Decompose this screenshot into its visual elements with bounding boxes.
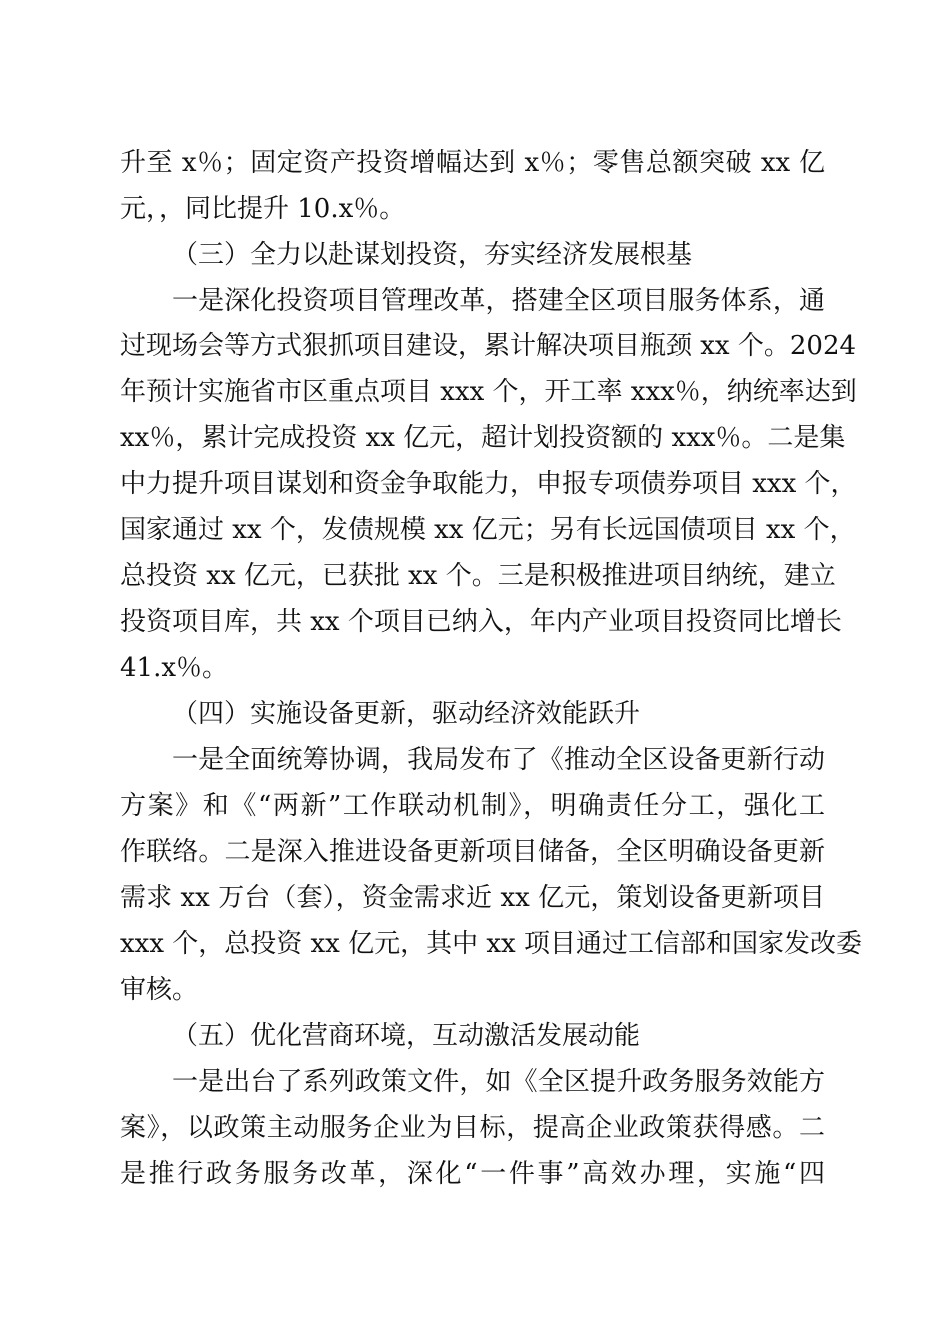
line-text: 一是全面统筹协调，我局发布了《推动全区设备更新行动: [172, 745, 825, 775]
paragraph-line: [0, 970, 950, 1010]
paragraph-line: [0, 924, 950, 964]
line-text: 需求 xx 万台（套），资金需求近 xx 亿元，策划设备更新项目: [120, 883, 825, 913]
line-text: 方案》和《“两新”工作联动机制》，明确责任分工，强化工: [120, 791, 825, 821]
paragraph-line: [0, 189, 950, 229]
line-text: 升至 x％；固定资产投资增幅达到 x％；零售总额突破 xx 亿: [120, 148, 825, 178]
paragraph-line: [0, 878, 950, 918]
paragraph-line: [0, 740, 950, 780]
section-heading: [0, 235, 950, 275]
line-text: 一是深化投资项目管理改革，搭建全区项目服务体系，通: [172, 286, 825, 316]
line-text: 一是出台了系列政策文件，如《全区提升政务服务效能方: [172, 1067, 825, 1097]
section-heading-text: （五）优化营商环境，互动激活发展动能: [172, 1021, 641, 1051]
paragraph-line: [0, 1108, 950, 1148]
line-text: 案》，以政策主动服务企业为目标，提高企业政策获得感。二: [120, 1113, 825, 1143]
line-text: 元，，同比提升 10.x％。: [120, 194, 406, 224]
section-heading: [0, 1016, 950, 1056]
line-text: xxx 个，总投资 xx 亿元，其中 xx 项目通过工信部和国家发改委: [120, 929, 862, 959]
line-text: 中力提升项目谋划和资金争取能力，申报专项债券项目 xxx 个，: [120, 469, 857, 499]
section-heading-text: （三）全力以赴谋划投资，夯实经济发展根基: [172, 240, 693, 270]
paragraph-line: [0, 418, 950, 458]
line-text: 41.x％。: [120, 653, 229, 683]
line-text: 是推行政务服务改革，深化“一件事”高效办理，实施“四: [120, 1159, 825, 1189]
paragraph-line: [0, 281, 950, 321]
section-heading: [0, 694, 950, 734]
paragraph-line: [0, 464, 950, 504]
paragraph-line: [0, 786, 950, 826]
line-text: 国家通过 xx 个，发债规模 xx 亿元；另有长远国债项目 xx 个，: [120, 515, 856, 545]
paragraph-line: [0, 832, 950, 872]
line-text: 投资项目库，共 xx 个项目已纳入，年内产业项目投资同比增长: [120, 607, 842, 637]
paragraph-line: [0, 648, 950, 688]
paragraph-line: [0, 372, 950, 412]
paragraph-line: [0, 602, 950, 642]
section-heading-text: （四）实施设备更新，驱动经济效能跃升: [172, 699, 641, 729]
paragraph-line: [0, 326, 950, 366]
paragraph-line: [0, 1062, 950, 1102]
line-text: 过现场会等方式狠抓项目建设，累计解决项目瓶颈 xx 个。2024: [120, 331, 857, 361]
line-text: xx％，累计完成投资 xx 亿元，超计划投资额的 xxx％。二是集: [120, 423, 846, 453]
line-text: 作联络。二是深入推进设备更新项目储备，全区明确设备更新: [120, 837, 825, 867]
line-text: 总投资 xx 亿元，已获批 xx 个。三是积极推进项目纳统，建立: [120, 561, 836, 591]
paragraph-line: [0, 556, 950, 596]
paragraph-line: [0, 143, 950, 183]
paragraph-line: [0, 510, 950, 550]
paragraph-line: [0, 1154, 950, 1194]
line-text: 审核。: [120, 975, 199, 1005]
line-text: 年预计实施省市区重点项目 xxx 个，开工率 xxx％，纳统率达到: [120, 377, 857, 407]
